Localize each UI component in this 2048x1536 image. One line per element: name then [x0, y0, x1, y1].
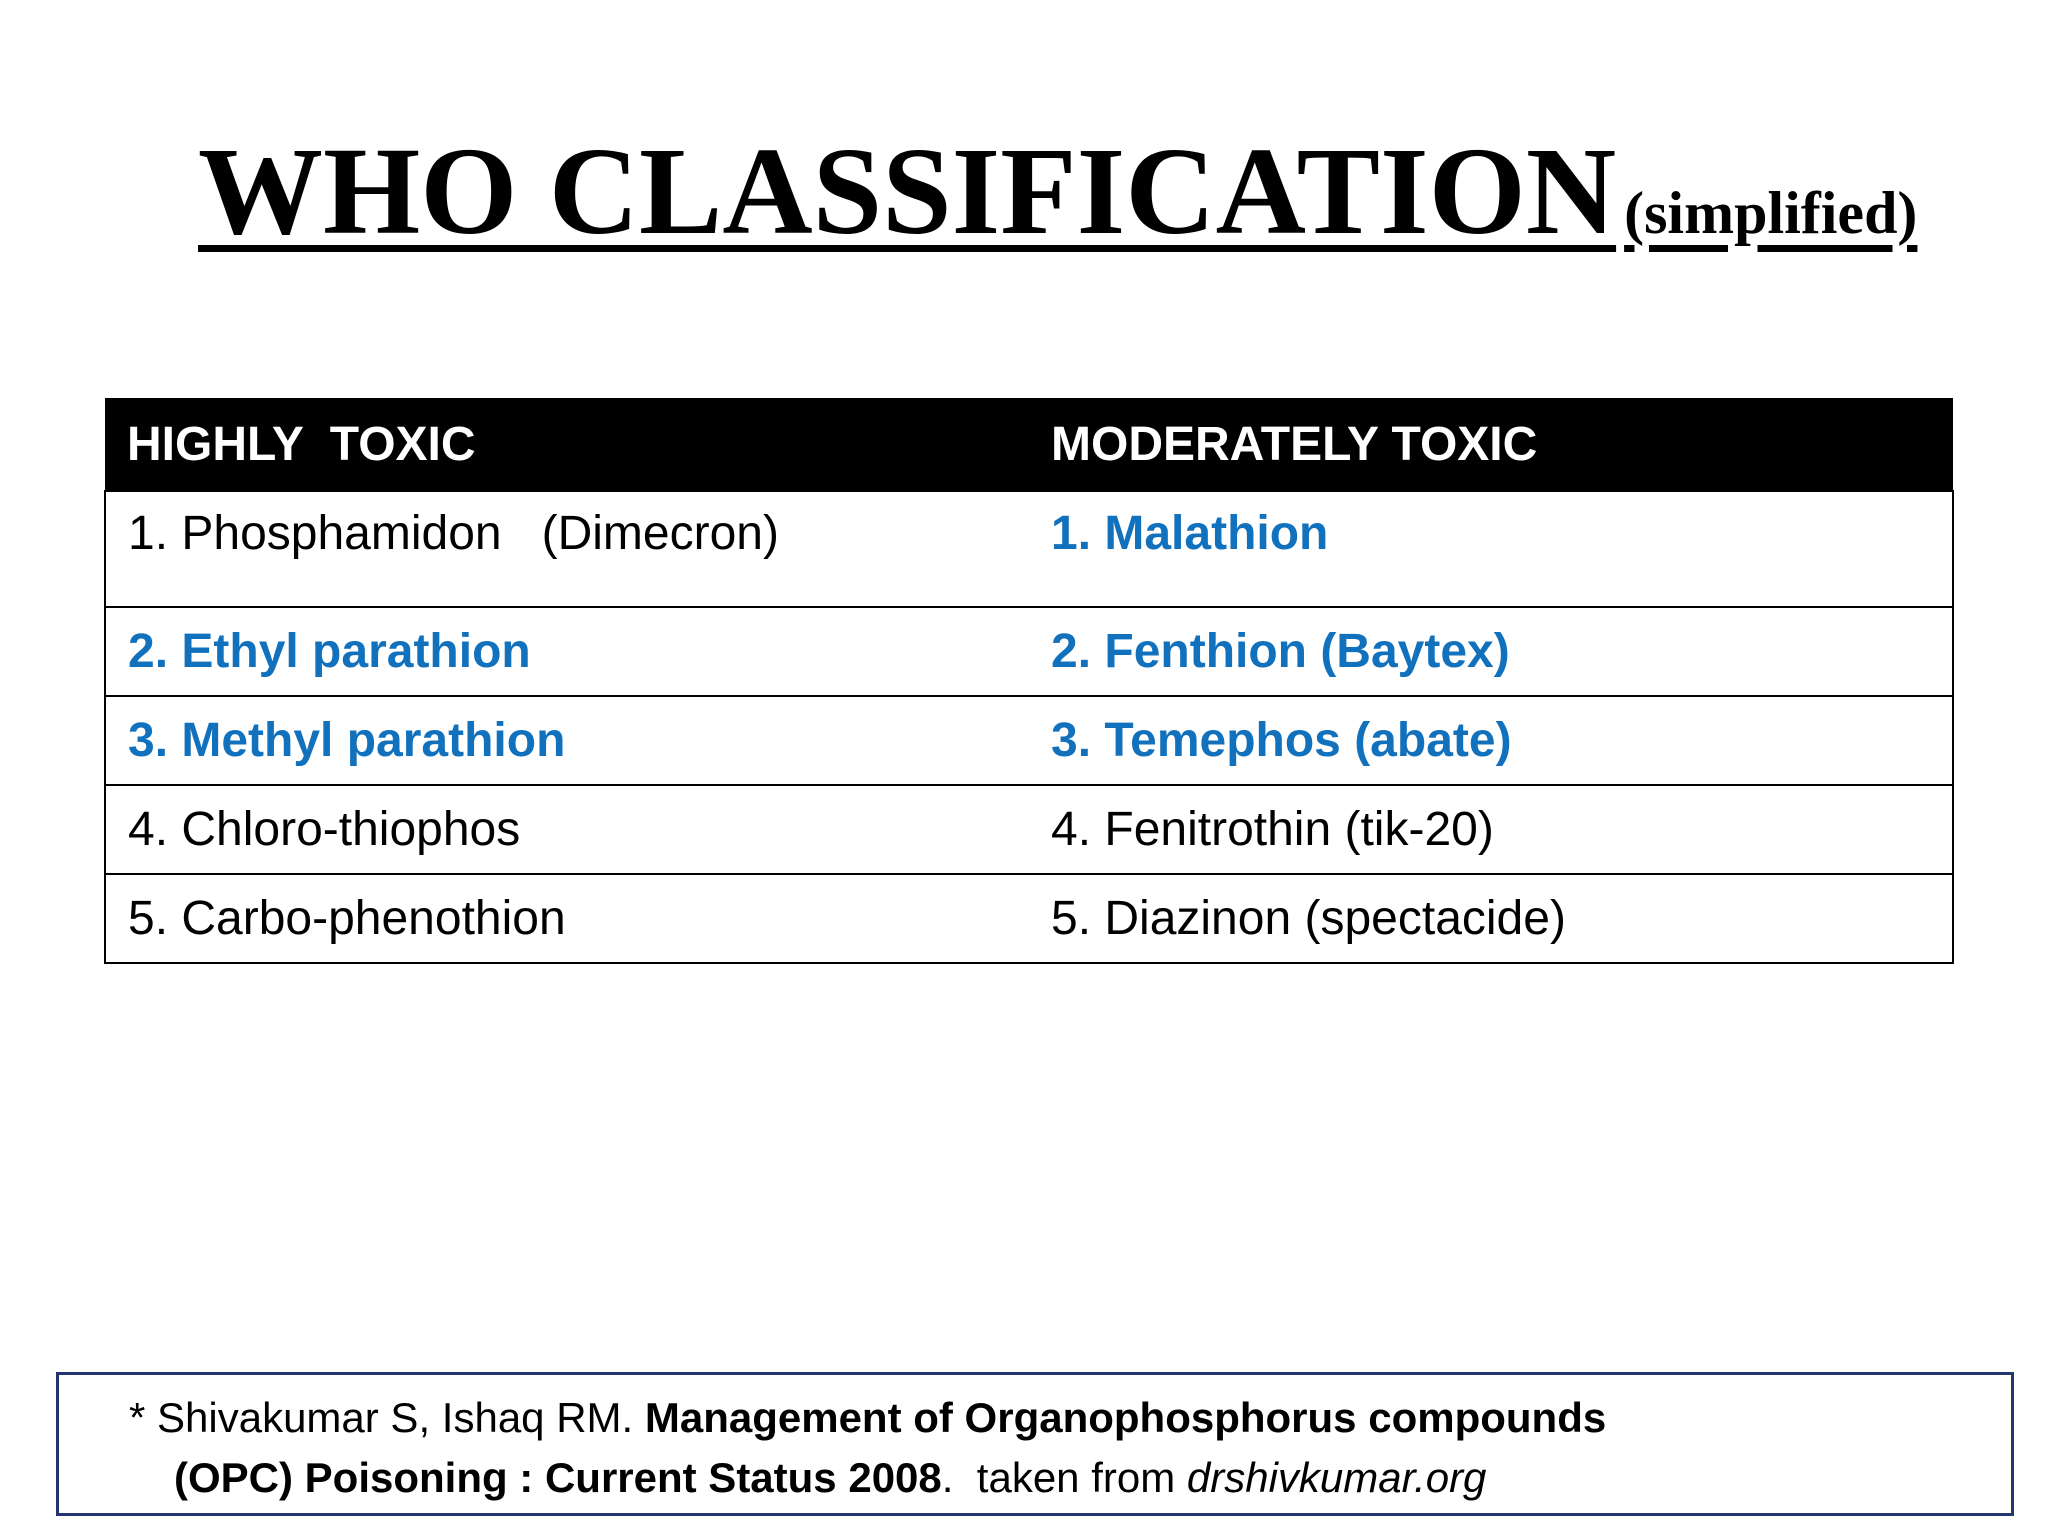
- reference-title-part2: (OPC) Poisoning : Current Status 2008: [174, 1454, 942, 1501]
- cell-highly-toxic: 4. Chloro-thiophos: [105, 785, 1029, 874]
- table-header-row: [105, 398, 1953, 491]
- toxicity-table: [104, 398, 1954, 964]
- table-row: [105, 696, 1953, 785]
- cell-highly-toxic: 2. Ethyl parathion: [105, 607, 1029, 696]
- cell-moderately-toxic: 2. Fenthion (Baytex): [1029, 607, 1953, 696]
- reference-source-link[interactable]: drshivkumar.org: [1186, 1454, 1487, 1501]
- table-row: [105, 874, 1953, 963]
- reference-taken-from: . taken from: [941, 1454, 1187, 1501]
- cell-highly-toxic: 5. Carbo-phenothion: [105, 874, 1029, 963]
- cell-moderately-toxic: 4. Fenitrothin (tik-20): [1029, 785, 1953, 874]
- cell-highly-toxic: 3. Methyl parathion: [105, 696, 1029, 785]
- page-title: [198, 123, 1918, 261]
- title-main: WHO CLASSIFICATION: [198, 123, 1617, 261]
- reference-title-part1: Management of Organophosphorus compounds: [644, 1394, 1607, 1441]
- reference-authors: * Shivakumar S, Ishaq RM.: [129, 1394, 645, 1441]
- table-row: [105, 491, 1953, 607]
- header-highly-toxic: HIGHLY TOXIC: [105, 398, 1029, 491]
- reference-line-2: [174, 1454, 1487, 1501]
- reference-box: [56, 1372, 2014, 1516]
- reference-line-1: [129, 1394, 1607, 1441]
- title-subtitle: (simplified): [1624, 180, 1918, 246]
- table-row: [105, 607, 1953, 696]
- header-moderately-toxic: MODERATELY TOXIC: [1029, 398, 1953, 491]
- table-row: [105, 785, 1953, 874]
- cell-highly-toxic: 1. Phosphamidon (Dimecron): [105, 491, 1029, 607]
- cell-moderately-toxic: 5. Diazinon (spectacide): [1029, 874, 1953, 963]
- cell-moderately-toxic: 1. Malathion: [1029, 491, 1953, 607]
- cell-moderately-toxic: 3. Temephos (abate): [1029, 696, 1953, 785]
